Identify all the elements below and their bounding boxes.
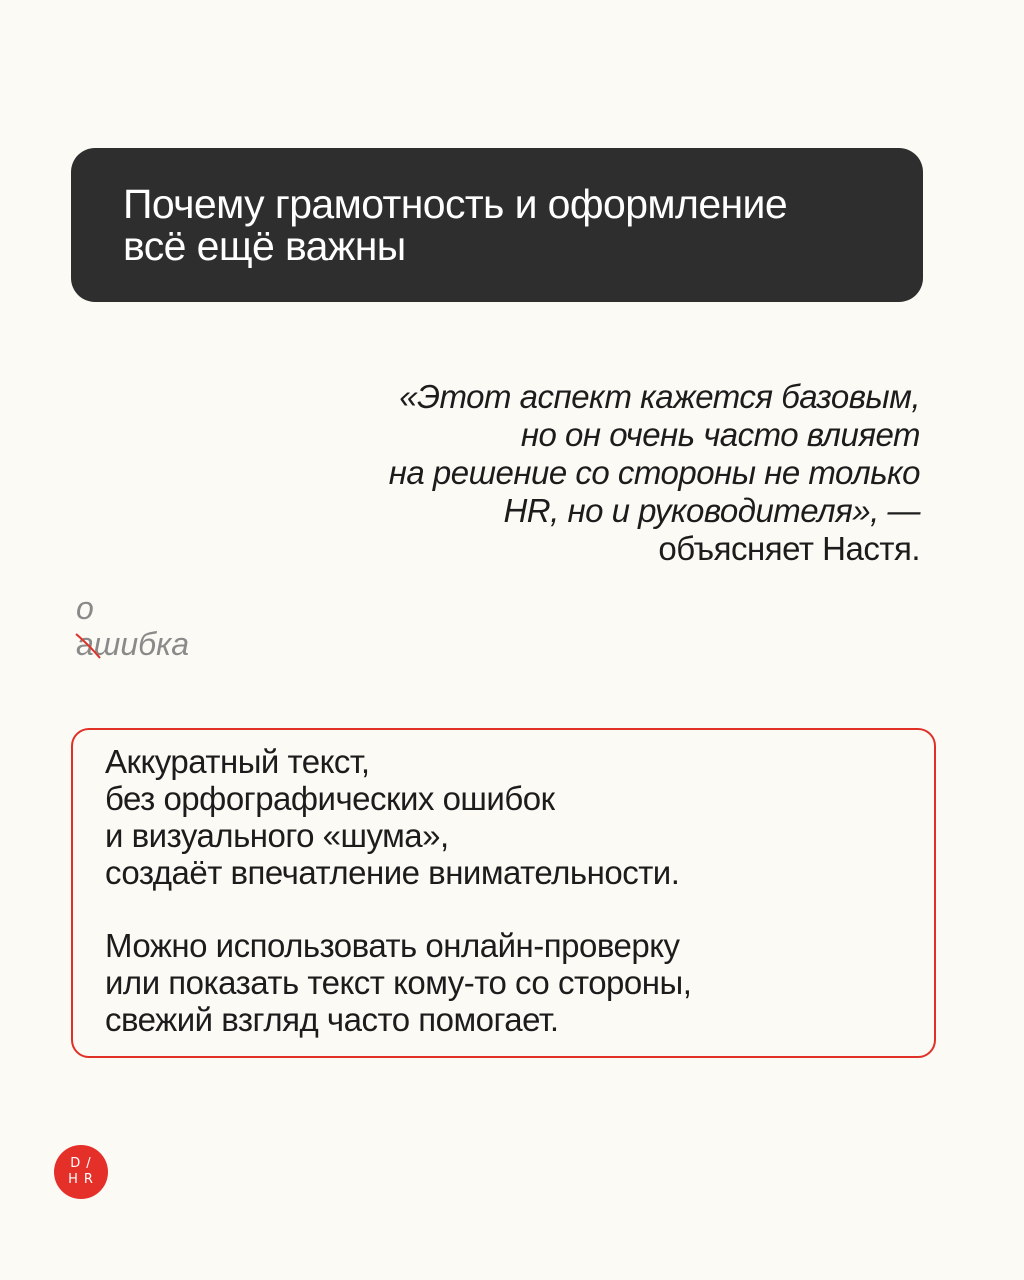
spelling-correction-illustration: [76, 590, 189, 662]
quote-line-3: на решение со стороны не только: [388, 454, 920, 491]
struck-letter: [76, 626, 94, 662]
quote-line-2: но он очень часто влияет: [520, 416, 920, 453]
misspelled-word: [76, 626, 189, 662]
tip-p2-line-2: или показать текст кому-то со стороны,: [105, 964, 692, 1001]
tip-p1-line-1: Аккуратный текст,: [105, 743, 370, 780]
tip-card: [71, 728, 936, 1058]
quote-block: [389, 378, 920, 568]
tip-p2-line-3: свежий взгляд часто помогает.: [105, 1001, 559, 1038]
tip-p1-line-3: и визуального «шума»,: [105, 817, 449, 854]
logo-bottom: HR: [68, 1172, 99, 1187]
tip-p1-line-2: без орфографических ошибок: [105, 780, 555, 817]
page-title-line-2: всё ещё важны: [123, 223, 406, 269]
word-rest: шибка: [93, 626, 190, 662]
title-card: [71, 148, 923, 302]
correction-letter: о: [76, 590, 94, 626]
dhr-logo: [54, 1145, 108, 1199]
logo-top: D/: [70, 1156, 97, 1171]
quote-line-4: HR, но и руководителя», —: [503, 492, 920, 529]
tip-p1-line-4: создаёт впечатление внимательности.: [105, 854, 680, 891]
quote-attribution: объясняет Настя.: [658, 530, 920, 567]
quote-line-1: «Этот аспект кажется базовым,: [399, 378, 920, 415]
tip-p2-line-1: Можно использовать онлайн-проверку: [105, 927, 680, 964]
red-strike-icon: [74, 630, 102, 660]
page-title-line-1: Почему грамотность и оформление: [123, 181, 788, 227]
wrong-letter: а: [76, 626, 94, 662]
